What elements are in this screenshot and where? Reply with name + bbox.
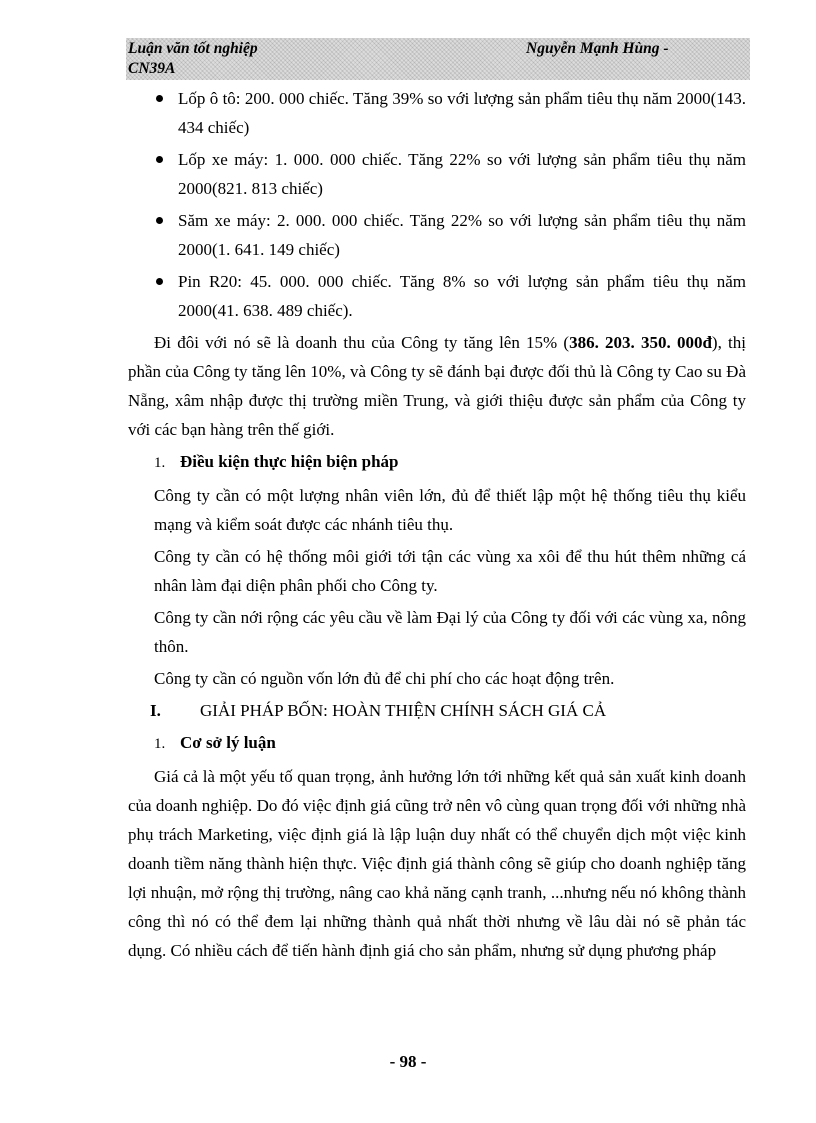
bullet-text: Pin R20: 45. 000. 000 chiếc. Tăng 8% so với lượng sản phẩm tiêu thụ năm 2000(41. 638. 489 chiếc).: [178, 272, 746, 320]
revenue-text-after: ), thị phần của Công ty tăng lên 10%, và Công ty sẽ đánh bại được đối thủ là Công ty Cao su Đà Nẵng, xâm nhập được thị trường miền Trung, và giới thiệu được sản phẩm của Công ty với các bạn hàng trên thế giới.: [128, 333, 746, 439]
section-heading-solution: [150, 696, 746, 725]
bullet-item-car-tire: [154, 84, 746, 142]
bullet-text: Lốp ô tô: 200. 000 chiếc. Tăng 39% so với lượng sản phẩm tiêu thụ năm 2000(143. 434 chiếc): [178, 89, 746, 137]
condition-paragraph: Công ty cần nới rộng các yêu cầu về làm Đại lý của Công ty đối với các vùng xa, nông thôn.: [154, 608, 746, 656]
conditions-block: [154, 481, 746, 693]
bullet-item-battery: [154, 267, 746, 325]
bullet-item-motorbike-tube: [154, 206, 746, 264]
revenue-text-before: Đi đôi với nó sẽ là doanh thu của Công ty tăng lên 15% (: [154, 333, 570, 352]
section-number: 1.: [154, 736, 166, 752]
price-paragraph: Giá cả là một yếu tố quan trọng, ảnh hưởng lớn tới những kết quả sản xuất kinh doanh của doanh nghiệp. Do đó việc định giá cũng trở nên vô cùng quan trọng đối với những nhà phụ trách Marketing, việc định giá là lập luận duy nhất có thể chuyển dịch một việc kinh doanh tiềm năng thành hiện thực. Việc định giá thành công sẽ giúp cho doanh nghiệp tăng lợi nhuận, mở rộng thị trường, nâng cao khả năng cạnh tranh, ...nhưng nếu nó không thành công thì nó có thể đem lại những thành quả nhất thời nhưng về lâu dài nó sẽ phản tác dụng. Có nhiều cách để tiến hành định giá cho sản phẩm, nhưng sử dụng phương pháp: [128, 767, 746, 960]
section-title: GIẢI PHÁP BỐN: HOÀN THIỆN CHÍNH SÁCH GIÁ CẢ: [200, 701, 607, 720]
bullet-dot-icon: [156, 217, 163, 224]
condition-paragraph: Công ty cần có một lượng nhân viên lớn, đủ để thiết lập một hệ thống tiêu thụ kiểu mạng và kiểm soát được các nhánh tiêu thụ.: [154, 486, 746, 534]
condition-paragraph: Công ty cần có hệ thống môi giới tới tận các vùng xa xôi để thu hút thêm những cá nhân làm đại diện phân phối cho Công ty.: [154, 547, 746, 595]
page-body: [128, 84, 746, 968]
product-bullet-list: [154, 84, 746, 325]
section-title: Cơ sở lý luận: [180, 733, 276, 752]
header-author: Nguyễn Mạnh Hùng -: [526, 40, 669, 57]
revenue-block: [128, 328, 746, 444]
section-heading-conditions: [154, 447, 746, 478]
page-header: [126, 38, 750, 80]
condition-paragraph: Công ty cần có nguồn vốn lớn đủ để chi phí cho các hoạt động trên.: [154, 669, 615, 688]
bullet-dot-icon: [156, 156, 163, 163]
page-number: - 98 -: [389, 1052, 427, 1071]
revenue-amount: 386. 203. 350. 000đ: [569, 333, 712, 352]
header-thesis-title: Luận văn tốt nghiệp: [128, 40, 258, 57]
bullet-text: Săm xe máy: 2. 000. 000 chiếc. Tăng 22% so với lượng sản phẩm tiêu thụ năm 2000(1. 641. 149 chiếc): [178, 211, 746, 259]
bullet-item-motorbike-tire: [154, 145, 746, 203]
section-number: 1.: [154, 455, 166, 471]
price-block: [128, 762, 746, 965]
bullet-dot-icon: [156, 95, 163, 102]
section-title: Điều kiện thực hiện biện pháp: [180, 452, 399, 471]
section-heading-basis: [154, 728, 746, 759]
section-number: I.: [150, 701, 161, 720]
header-class-code: CN39A: [128, 60, 176, 77]
bullet-dot-icon: [156, 278, 163, 285]
bullet-text: Lốp xe máy: 1. 000. 000 chiếc. Tăng 22% so với lượng sản phẩm tiêu thụ năm 2000(821. 813 chiếc): [178, 150, 746, 198]
revenue-paragraph: [128, 328, 746, 444]
